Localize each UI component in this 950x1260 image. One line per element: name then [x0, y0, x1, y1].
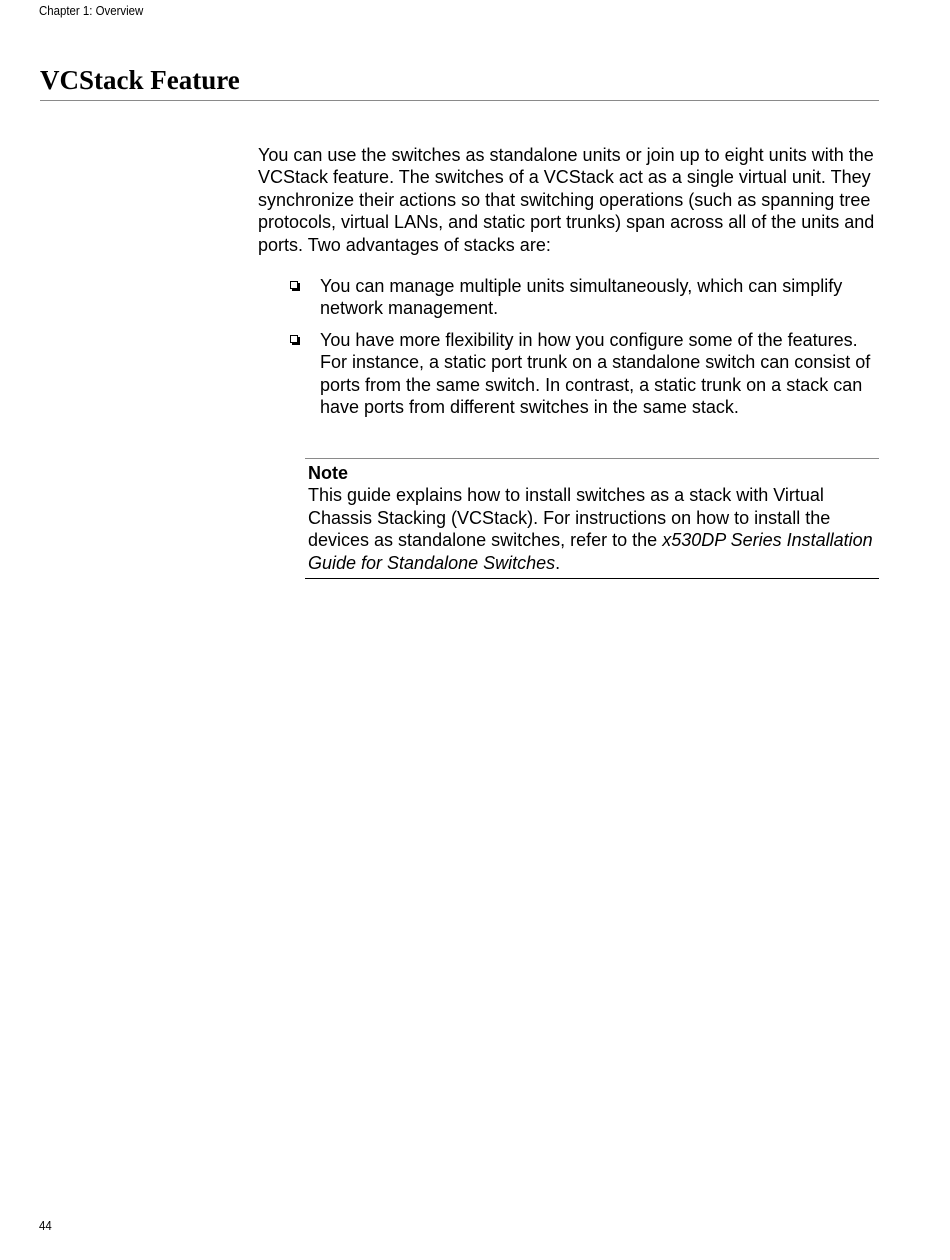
list-item [288, 275, 880, 320]
note-title: Note [308, 463, 348, 483]
note-text [308, 484, 879, 574]
section-title: VCStack Feature [40, 65, 240, 95]
title-divider [40, 100, 879, 101]
note-box [305, 458, 879, 579]
intro-paragraph: You can use the switches as standalone units or join up to eight units with the VCStack feature. The switches of a VCStack act as a single virtual unit. They synchronize their actions so that switching operations (such as spanning tree protocols, virtual LANs, and static port trunks) span across all of the units and ports. Two advantages of stacks are: [258, 145, 875, 255]
advantages-list [288, 275, 880, 427]
list-item [288, 329, 880, 419]
checkbox-bullet-icon [290, 281, 298, 289]
running-header: Chapter 1: Overview [39, 3, 144, 18]
note-text-start: This guide explains how to install switches as a stack with Virtual Chassis Stacking (VCStack). For instructions on how to install the devices as standalone switches, refer to the [308, 485, 831, 551]
note-text-end: . [555, 552, 561, 573]
list-item-text: You have more flexibility in how you configure some of the features. For instance, a static port trunk on a standalone switch can consist of ports from the same switch. In contrast, a static trunk on a stack can have ports from different switches in the same stack. [320, 329, 871, 418]
checkbox-bullet-icon [290, 335, 298, 343]
list-item-text: You can manage multiple units simultaneously, which can simplify network management. [320, 276, 843, 319]
note-book-title: x530DP Series Installation Guide for Standalone Switches [308, 530, 873, 573]
page-number: 44 [39, 1218, 52, 1233]
